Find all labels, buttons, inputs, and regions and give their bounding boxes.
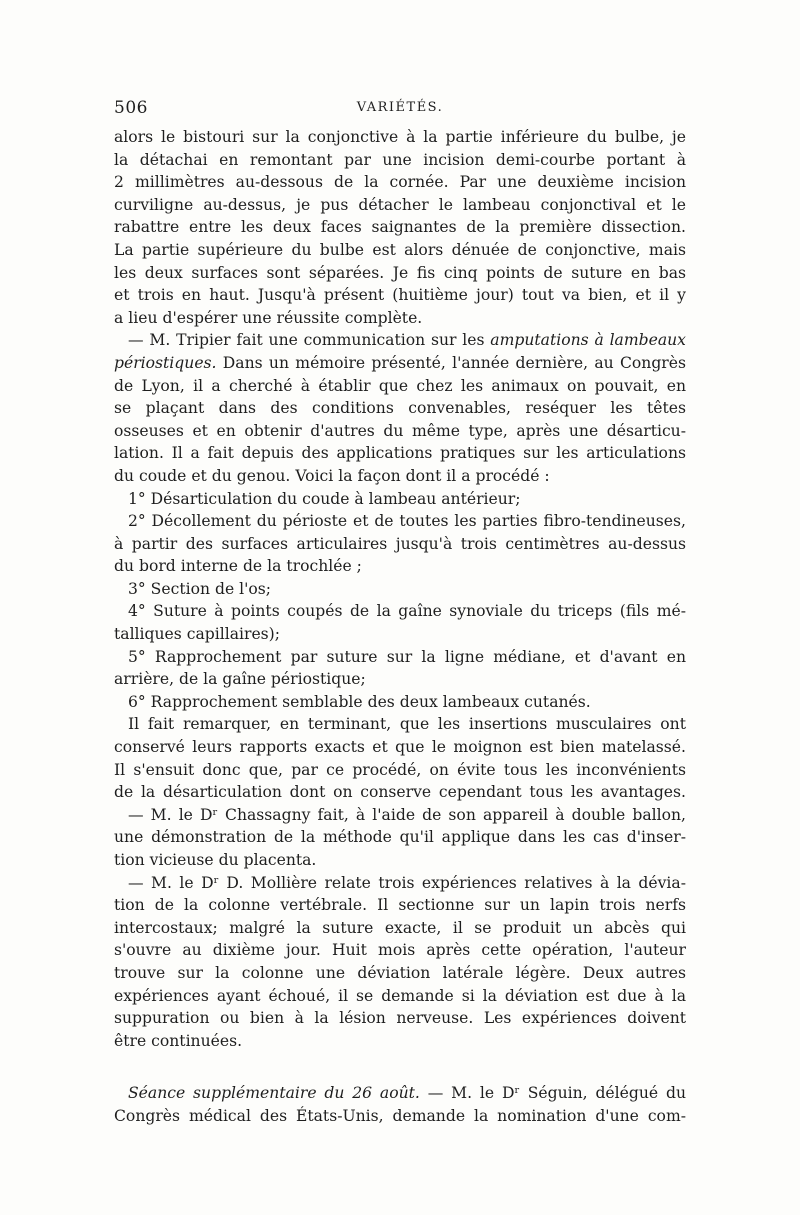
list-item: 2° Décollement du périoste et de toutes les parties fibro-tendineuses, — [128, 512, 686, 531]
text-line: — M. le Dʳ Chassagny fait, à l'aide de son appareil à double ballon, — [128, 805, 686, 824]
text-line: la détachai en remontant par une incision demi-courbe portant à — [114, 150, 686, 169]
text-line: La partie supérieure du bulbe est alors dénuée de conjonctive, mais — [114, 240, 686, 259]
text-line: expériences ayant échoué, il se demande si la déviation est due à la — [114, 986, 686, 1005]
text-line: osseuses et en obtenir d'autres du même type, après une désarticu- — [114, 421, 686, 440]
text-line: tion vicieuse du placenta. — [114, 851, 317, 869]
text-line: alors le bistouri sur la conjonctive à la partie inférieure du bulbe, je — [114, 128, 686, 146]
text-line: se plaçant dans des conditions convenables, reséquer les têtes — [114, 399, 686, 418]
text-line: à partir des surfaces articulaires jusqu'à trois centimètres au-dessus — [114, 534, 686, 553]
text-line: — M. le Dʳ D. Mollière relate trois expériences relatives à la dévia- — [128, 873, 686, 892]
text-line: trouve sur la colonne une déviation latérale légère. Deux autres — [114, 963, 686, 982]
text-line: rabattre entre les deux faces saignantes de la première dissection. — [114, 218, 686, 237]
text-line: de la désarticulation dont on conserve cependant tous les avantages. — [114, 783, 686, 802]
running-title: VARIÉTÉS. — [356, 100, 444, 115]
list-item: 3° Section de l'os; — [128, 579, 272, 598]
page-header — [114, 98, 686, 122]
text-line: de Lyon, il a cherché à établir que chez les animaux on pouvait, en — [114, 376, 686, 395]
text-line: Il fait remarquer, en terminant, que les insertions musculaires ont — [128, 715, 686, 734]
text-line: curviligne au-dessus, je pus détacher le lambeau conjonctival et le — [114, 195, 686, 214]
text-line: et trois en haut. Jusqu'à présent (huitième jour) tout va bien, et il y — [114, 286, 686, 305]
list-item: 4° Suture à points coupés de la gaîne synoviale du triceps (fils mé- — [128, 602, 686, 621]
body-text — [114, 126, 686, 1128]
text-line: une démonstration de la méthode qu'il applique dans les cas d'inser- — [114, 828, 686, 847]
text-line: les deux surfaces sont séparées. Je fis cinq points de suture en bas — [114, 263, 686, 282]
list-item: 5° Rapprochement par suture sur la ligne médiane, et d'avant en — [128, 647, 686, 666]
text-line: du coude et du genou. Voici la façon dont il a procédé : — [114, 466, 550, 485]
text-line: Séance supplémentaire du 26 août. — M. le Dʳ Séguin, délégué du — [128, 1084, 686, 1103]
text-line: intercostaux; malgré la suture exacte, il se produit un abcès qui — [114, 918, 686, 937]
text-line: suppuration ou bien à la lésion nerveuse. Les expériences doivent — [114, 1009, 686, 1028]
text-line: tion de la colonne vertébrale. Il sectionne sur un lapin trois nerfs — [114, 896, 686, 915]
list-item: 1° Désarticulation du coude à lambeau antérieur; — [128, 489, 521, 508]
text-line: Congrès médical des États-Unis, demande la nomination d'une com- — [114, 1106, 686, 1125]
text-line: lation. Il a fait depuis des applications pratiques sur les articulations — [114, 444, 686, 463]
text-line: talliques capillaires); — [114, 625, 281, 644]
text-line: s'ouvre au dixième jour. Huit mois après cette opération, l'auteur — [114, 941, 686, 960]
text-line: 2 millimètres au-dessous de la cornée. Par une deuxième incision — [114, 173, 686, 192]
text-line: — M. Tripier fait une communication sur les amputations à lambeaux — [128, 331, 686, 350]
text-line: du bord interne de la trochlée ; — [114, 557, 362, 576]
text-line: Il s'ensuit donc que, par ce procédé, on évite tous les inconvénients — [114, 760, 686, 779]
list-item: 6° Rapprochement semblable des deux lambeaux cutanés. — [128, 692, 591, 711]
text-line: conservé leurs rapports exacts et que le moignon est bien matelassé. — [114, 738, 686, 757]
text-line: périostiques. Dans un mémoire présenté, l'année dernière, au Congrès — [114, 353, 686, 372]
text-line: a lieu d'espérer une réussite complète. — [114, 308, 423, 327]
section-gap — [114, 1052, 686, 1082]
text-line: arrière, de la gaîne périostique; — [114, 670, 366, 689]
text-line: être continuées. — [114, 1031, 243, 1050]
page-number: 506 — [114, 98, 148, 118]
